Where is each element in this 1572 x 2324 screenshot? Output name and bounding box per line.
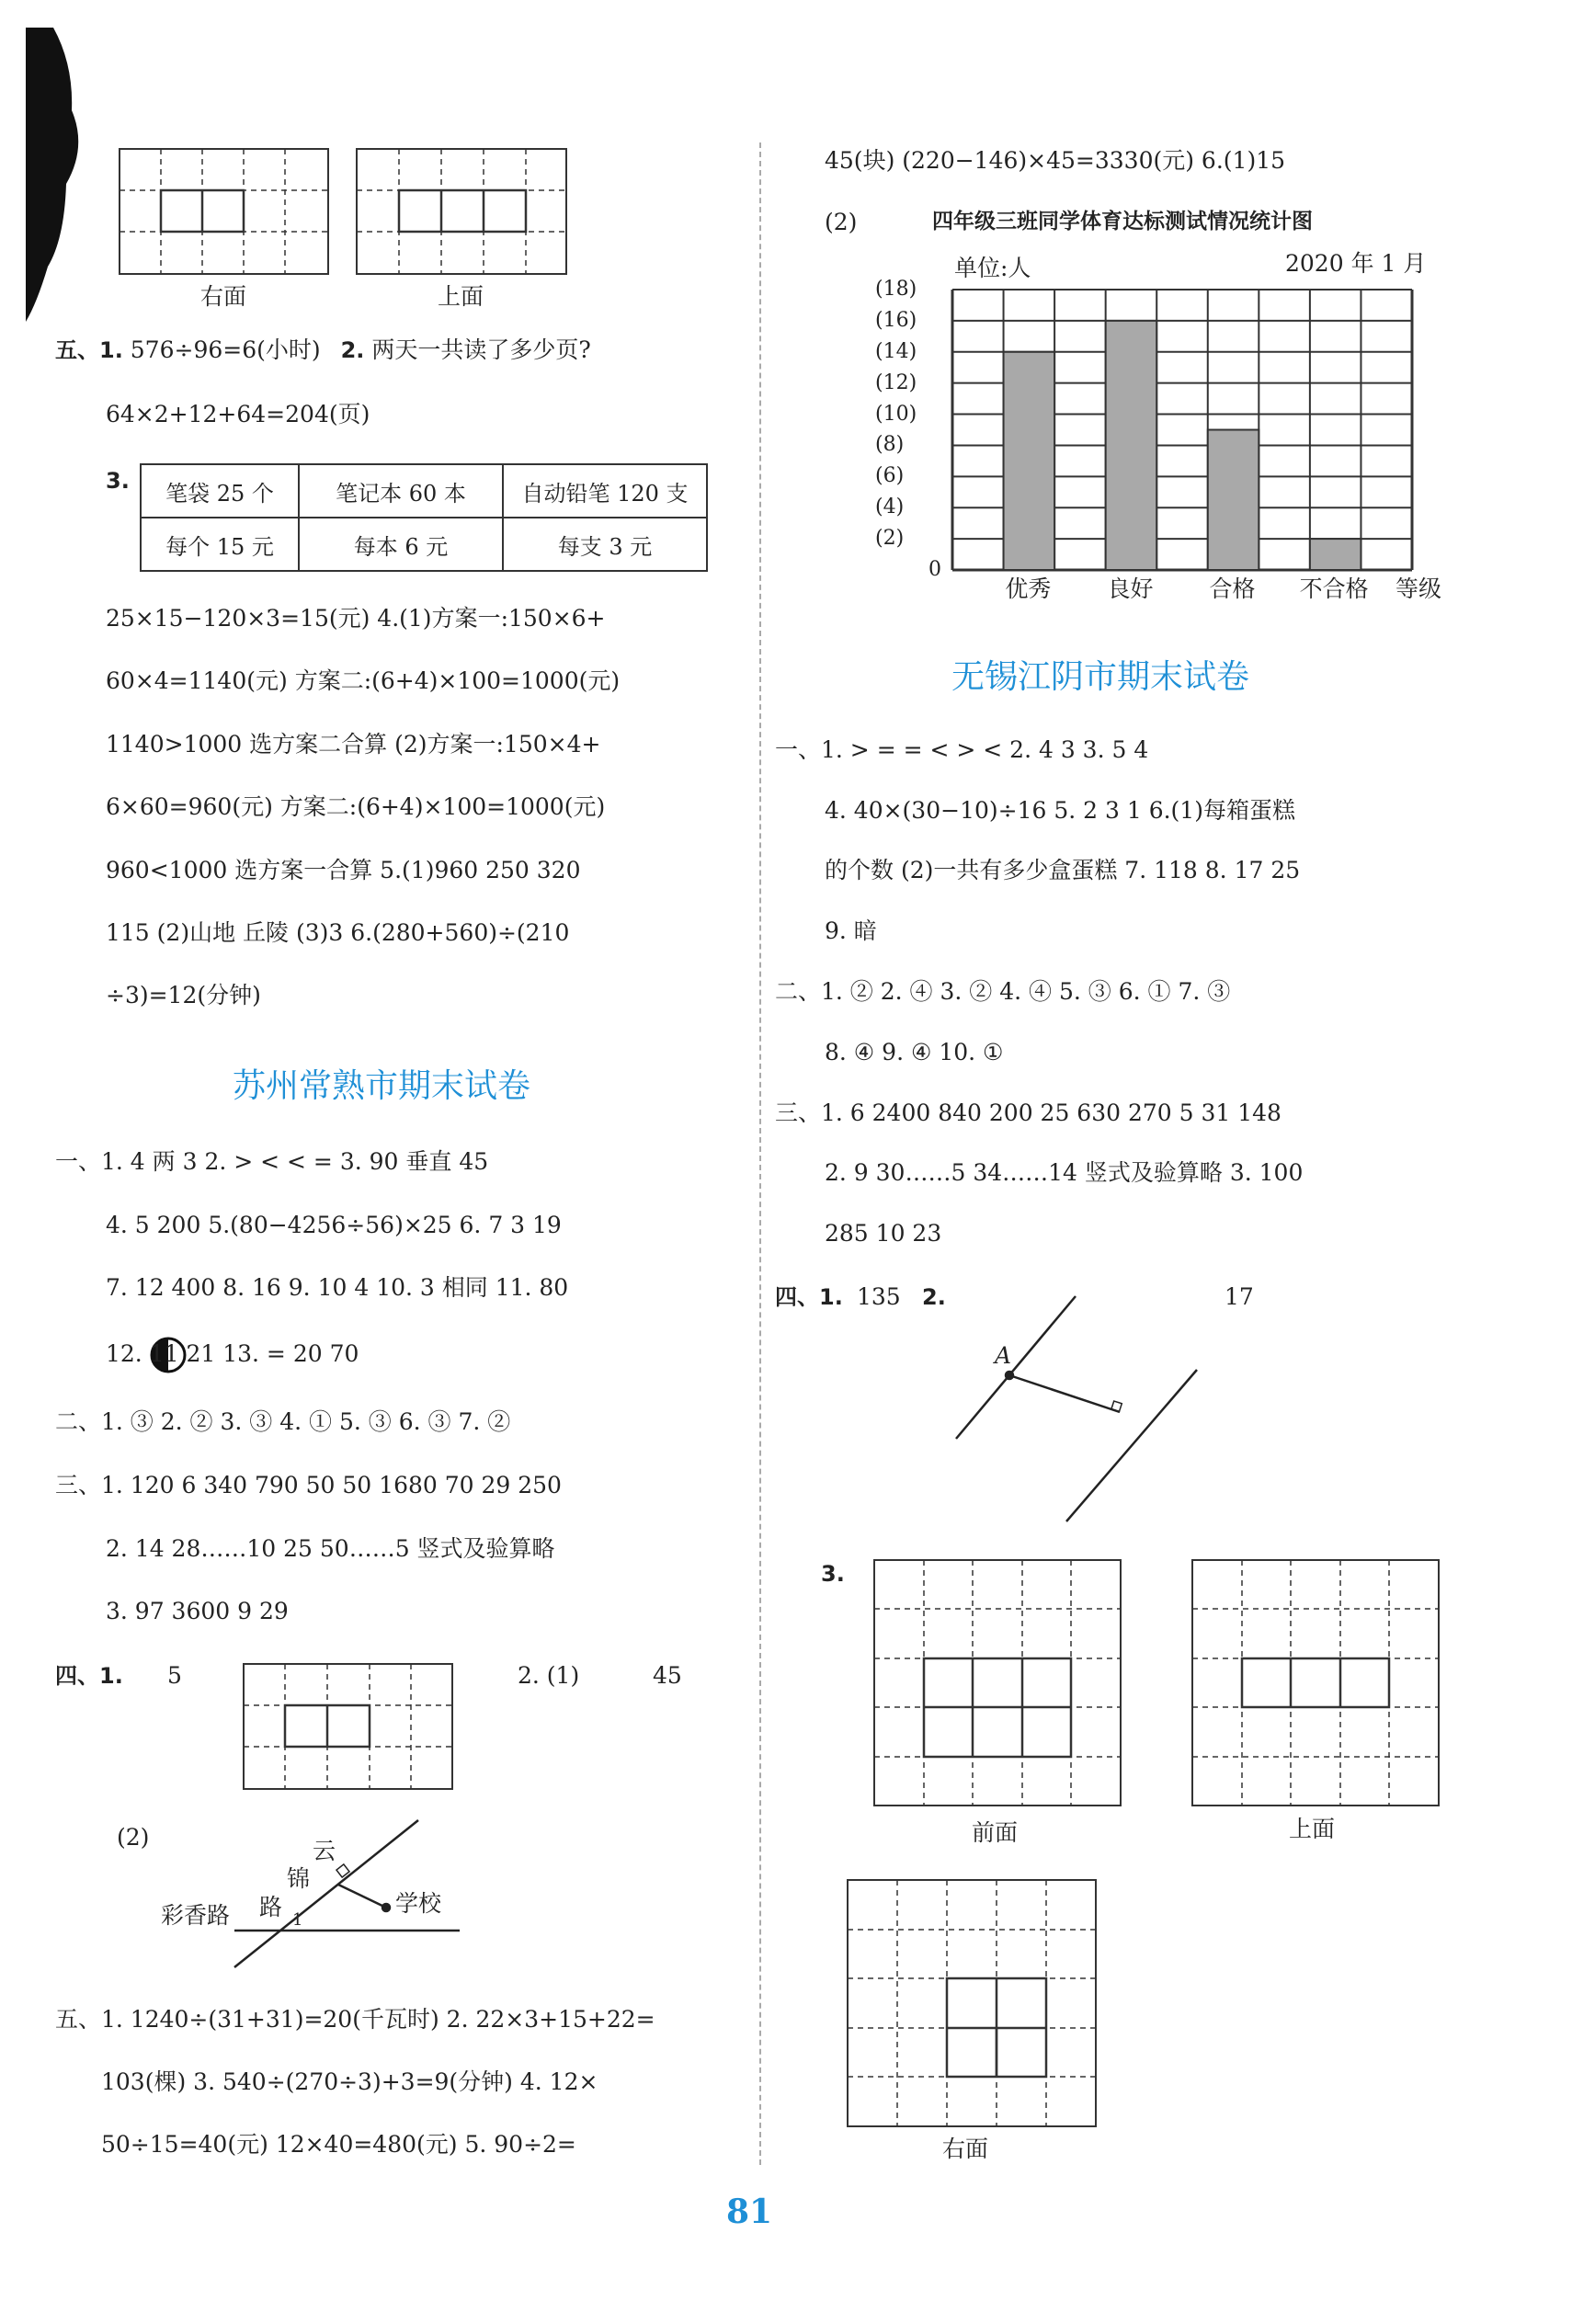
section-title: 苏州常熟市期末试卷	[233, 1067, 531, 1105]
answer-line: 4. 5 200 5.(80−4256÷56)×25 6. 7 3 19	[106, 1212, 562, 1238]
answer-line: 50÷15=40(元) 12×40=480(元) 5. 90÷2=	[101, 2131, 576, 2158]
answer-line: 1140>1000 选方案二合算 (2)方案一:150×4+	[106, 731, 601, 758]
chart-ytick: (14)	[875, 339, 917, 363]
answer-line: 一、1. > = = < > < 2. 4 3 3. 5 4	[775, 736, 1149, 763]
table-row	[141, 518, 707, 571]
chart-bar-1	[1106, 321, 1157, 570]
answer-line: 103(棵) 3. 540÷(270÷3)+3=9(分钟) 4. 12×	[101, 2068, 598, 2095]
grid-front-view	[874, 1560, 1121, 1806]
section-num: 四、1.	[55, 1663, 123, 1689]
answer-line: 9. 暗	[825, 917, 877, 944]
answer-line: 960<1000 选方案一合算 5.(1)960 250 320	[106, 857, 581, 883]
answer-line: 的个数 (2)一共有多少盒蛋糕 7. 118 8. 17 25	[825, 857, 1301, 883]
answer-text: 135	[857, 1283, 901, 1310]
chart-bar-0	[1004, 352, 1055, 570]
perpendicular-diagram	[956, 1296, 1197, 1521]
answer-line: 3. 97 3600 9 29	[106, 1598, 289, 1624]
answer-line: 2. 9 30……5 34……14 竖式及验算略 3. 100	[825, 1159, 1304, 1186]
caption-front-view: 前面	[972, 1819, 1019, 1846]
price-table	[140, 463, 708, 572]
table-row	[141, 464, 707, 518]
question-num: (2)	[117, 1824, 150, 1851]
grid-s4-view	[244, 1664, 452, 1789]
question-num: 2.	[922, 1284, 946, 1310]
table-cell: 每个 15 元	[141, 518, 299, 571]
answer-line: 7. 12 400 8. 16 9. 10 4 10. 3 相同 11. 80	[106, 1274, 569, 1301]
answer-line: 285 10 23	[825, 1220, 942, 1247]
answer-line: 二、1. ② 2. ④ 3. ② 4. ④ 5. ③ 6. ① 7. ③	[775, 978, 1231, 1005]
table-cell: 笔袋 25 个	[141, 464, 299, 518]
map-label-angle: 1	[292, 1910, 303, 1930]
question-num: 2. (1)	[518, 1662, 580, 1689]
chart-unit: 单位:人	[954, 255, 1031, 281]
answer-text: 5	[167, 1662, 182, 1689]
section-title: 无锡江阴市期末试卷	[951, 658, 1250, 696]
chart-ytick: (2)	[875, 527, 905, 551]
grid-right-view-2	[848, 1880, 1096, 2126]
scan-edge-shadow	[26, 28, 78, 322]
chart-ytick: (12)	[875, 370, 917, 394]
table-cell: 每支 3 元	[503, 518, 707, 571]
answer-line: 二、1. ③ 2. ② 3. ③ 4. ① 5. ③ 6. ③ 7. ②	[55, 1408, 511, 1435]
answer-line: ÷3)=12(分钟)	[106, 982, 261, 1008]
answer-text: 17	[1225, 1283, 1254, 1310]
caption-right-view-2: 右面	[942, 2136, 989, 2162]
answer-line: 三、1. 6 2400 840 200 25 630 270 5 31 148	[775, 1099, 1282, 1126]
chart-bar-2	[1208, 430, 1259, 571]
caption-right-view: 右面	[200, 283, 247, 310]
bar-chart	[952, 290, 1412, 570]
map-label-school: 学校	[395, 1890, 442, 1917]
map-label-road: 彩香路	[161, 1902, 231, 1929]
column-divider	[759, 142, 761, 2165]
answer-text: 45	[653, 1662, 682, 1689]
question-num: 3.	[821, 1561, 845, 1587]
table-cell: 每本 6 元	[299, 518, 503, 571]
answer-line: 60×4=1140(元) 方案二:(6+4)×100=1000(元)	[106, 667, 621, 694]
s5-line1	[55, 336, 591, 364]
question-num: 2.	[340, 337, 365, 363]
grid-right-view	[120, 149, 328, 274]
chart-xlabel: 等级	[1395, 575, 1442, 602]
chart-xtick: 优秀	[1005, 575, 1052, 602]
answer-line: 4. 40×(30−10)÷16 5. 2 3 1 6.(1)每箱蛋糕	[825, 797, 1295, 824]
chart-ytick: (10)	[875, 402, 917, 426]
section-num: 五、1.	[55, 337, 123, 363]
table-cell: 笔记本 60 本	[299, 464, 503, 518]
answer-line: 12. 11 21 13. = 20 70	[106, 1340, 359, 1367]
chart-ytick: (8)	[875, 433, 905, 457]
section-num: 四、1.	[775, 1284, 843, 1310]
answer-line: 45(块) (220−146)×45=3330(元) 6.(1)15	[825, 147, 1286, 174]
point-label-a: A	[995, 1342, 1012, 1369]
chart-xtick: 合格	[1209, 575, 1256, 602]
answer-line: 2. 14 28……10 25 50……5 竖式及验算略	[106, 1535, 555, 1562]
chart-title: 四年级三班同学体育达标测试情况统计图	[932, 210, 1313, 234]
answer-line: 五、1. 1240÷(31+31)=20(千瓦时) 2. 22×3+15+22=	[55, 2006, 655, 2033]
chart-ytick: (6)	[875, 464, 905, 488]
question-num: (2)	[825, 209, 858, 235]
answer-text: 576÷96=6(小时)	[130, 336, 321, 363]
chart-date: 2020 年 1 月	[1285, 250, 1427, 277]
caption-top-view-2: 上面	[1289, 1816, 1336, 1842]
s5-line2: 64×2+12+64=204(页)	[106, 401, 370, 427]
answer-line: 115 (2)山地 丘陵 (3)3 6.(280+560)÷(210	[106, 919, 570, 946]
chart-ytick: (4)	[875, 496, 905, 519]
answer-text: 两天一共读了多少页?	[371, 336, 591, 363]
answer-line: 三、1. 120 6 340 790 50 50 1680 70 29 250	[55, 1472, 562, 1498]
grid-top-view	[357, 149, 566, 274]
map-label-lu: 路	[259, 1894, 283, 1920]
chart-xtick: 不合格	[1299, 575, 1369, 602]
map-label-yun: 云	[313, 1838, 336, 1864]
chart-bar-3	[1310, 539, 1361, 570]
chart-ytick: 0	[928, 558, 941, 581]
chart-ytick: (16)	[875, 308, 917, 332]
answer-line: 8. ④ 9. ④ 10. ①	[825, 1039, 1004, 1065]
question-num: 3.	[106, 468, 130, 494]
answer-line: 25×15−120×3=15(元) 4.(1)方案一:150×6+	[106, 605, 606, 632]
page-number: 81	[726, 2193, 773, 2231]
map-label-jin: 锦	[287, 1865, 311, 1892]
chart-ytick: (18)	[875, 278, 917, 301]
caption-top-view: 上面	[438, 283, 484, 310]
answer-line: 6×60=960(元) 方案二:(6+4)×100=1000(元)	[106, 793, 606, 820]
grid-top-view-2	[1192, 1560, 1439, 1806]
answer-line: 一、1. 4 两 3 2. > < < = 3. 90 垂直 45	[55, 1148, 489, 1175]
chart-xtick: 良好	[1107, 575, 1154, 602]
table-cell: 自动铅笔 120 支	[503, 464, 707, 518]
